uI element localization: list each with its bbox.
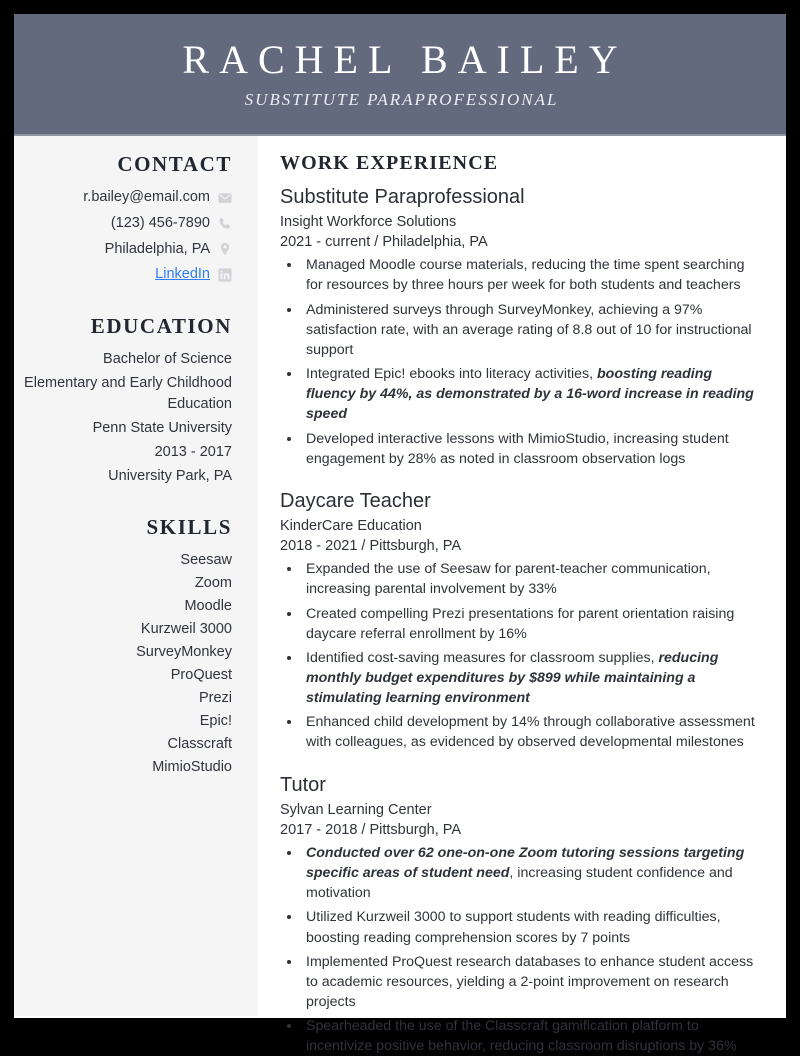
job-bullet bbox=[302, 843, 764, 903]
skill-item: Kurzweil 3000 bbox=[140, 621, 232, 638]
job-entry bbox=[280, 773, 764, 1056]
job-dates: 2018 - 2021 bbox=[280, 538, 358, 555]
contact-item-text: Philadelphia, PA bbox=[104, 240, 210, 257]
job-bullet bbox=[302, 952, 764, 1012]
bullet-text: Enhanced child development by 14% through collaborative assessment with colleagues, as evidenced by observed developmental milestones bbox=[306, 714, 755, 751]
job-bullet bbox=[302, 648, 764, 708]
education-section-heading: EDUCATION bbox=[90, 314, 232, 338]
bullet-text: Expanded the use of Seesaw for parent-teacher communication, increasing parental involvement by 33% bbox=[306, 561, 711, 598]
skill-item: Seesaw bbox=[180, 552, 232, 569]
job-entry bbox=[280, 185, 764, 469]
skill-item: Prezi bbox=[198, 690, 232, 707]
skills-list bbox=[22, 550, 232, 778]
main-column bbox=[258, 136, 786, 1055]
job-entry bbox=[280, 489, 764, 753]
bullet-text: Developed interactive lessons with MimioStudio, increasing student engagement by 28% as noted in classroom observation logs bbox=[306, 430, 729, 467]
sidebar bbox=[14, 136, 258, 1016]
job-bullet-list bbox=[280, 843, 764, 1056]
bullet-text: Integrated Epic! ebooks into literacy activities, bbox=[306, 366, 597, 383]
job-list bbox=[280, 185, 764, 1056]
bullet-text: Utilized Kurzweil 3000 to support students with reading difficulties, boosting reading comprehension scores by 7 points bbox=[306, 909, 721, 946]
job-bullet bbox=[302, 300, 764, 360]
skill-item: Zoom bbox=[194, 575, 232, 592]
job-bullet bbox=[302, 712, 764, 752]
bullet-text: Implemented ProQuest research databases to enhance student access to academic resources, yielding a 2-point improvement on research projects bbox=[306, 953, 754, 1010]
job-bullet bbox=[302, 429, 764, 469]
education-line: Elementary and Early Childhood Education bbox=[24, 375, 232, 413]
job-bullet bbox=[302, 364, 764, 424]
contact-item-text: r.bailey@email.com bbox=[83, 189, 210, 205]
bullet-text: Identified cost-saving measures for classroom supplies, bbox=[306, 649, 659, 666]
bullet-emphasis: boosting reading fluency by 44%, as demonstrated by a 16-word increase in reading speed bbox=[306, 366, 754, 423]
job-location: Pittsburgh, PA bbox=[369, 821, 462, 838]
job-bullet-list bbox=[280, 559, 764, 752]
bullet-text: Administered surveys through SurveyMonkey, achieving a 97% satisfaction rate, with an average rating of 8.8 out of 10 for instructional support bbox=[306, 301, 752, 358]
job-bullet bbox=[302, 559, 764, 599]
location-pin-icon bbox=[218, 242, 232, 256]
date-location-separator: / bbox=[361, 538, 366, 555]
education-line: 2013 - 2017 bbox=[154, 444, 232, 461]
date-location-separator: / bbox=[361, 821, 366, 838]
bullet-emphasis: reducing monthly budget expenditures by $899 while maintaining a stimulating learning environment bbox=[306, 649, 719, 707]
envelope-icon bbox=[218, 191, 232, 205]
skill-item: SurveyMonkey bbox=[136, 644, 232, 661]
job-bullet bbox=[302, 255, 764, 295]
skill-item: Moodle bbox=[184, 598, 232, 615]
job-location: Philadelphia, PA bbox=[382, 234, 488, 251]
skill-item: MimioStudio bbox=[152, 759, 232, 776]
job-location: Pittsburgh, PA bbox=[369, 538, 462, 555]
linkedin-icon[interactable] bbox=[218, 268, 232, 282]
bullet-text-tail: , increasing student confidence and motivation bbox=[306, 865, 733, 902]
bullet-text: Created compelling Prezi presentations for parent orientation raising daycare referral enrollment by 16% bbox=[306, 605, 735, 642]
bullet-text: Spearheaded the use of the Classcraft gamification platform to incentivize positive behavior, reducing classroom disruptions by 36% bbox=[306, 1018, 737, 1055]
bullet-text: Managed Moodle course materials, reducing the time spent searching for resources by three hours per week for both students and teachers bbox=[306, 257, 745, 294]
contact-item bbox=[22, 187, 232, 209]
contact-item[interactable] bbox=[22, 264, 232, 286]
job-bullet-list bbox=[280, 255, 764, 469]
candidate-name: RACHEL BAILEY bbox=[182, 36, 628, 82]
resume-page bbox=[14, 14, 786, 1055]
skill-item: Epic! bbox=[199, 713, 232, 730]
job-company: KinderCare Education bbox=[280, 517, 422, 534]
contact-section-heading: CONTACT bbox=[117, 152, 232, 176]
bullet-emphasis: Conducted over 62 one-on-one Zoom tutoring sessions targeting specific areas of student need bbox=[306, 844, 745, 882]
job-dates-location bbox=[280, 536, 764, 557]
phone-icon bbox=[218, 217, 232, 231]
candidate-job-title: SUBSTITUTE PARAPROFESSIONAL bbox=[244, 89, 559, 109]
job-company: Insight Workforce Solutions bbox=[280, 214, 457, 230]
job-title: Substitute Paraprofessional bbox=[280, 186, 525, 208]
job-dates: 2017 - 2018 bbox=[280, 821, 358, 838]
contact-item bbox=[22, 213, 232, 235]
work-experience-heading: WORK EXPERIENCE bbox=[280, 152, 499, 174]
date-location-separator: / bbox=[374, 234, 379, 251]
contact-item-text: (123) 456-7890 bbox=[110, 214, 210, 231]
contact-item bbox=[22, 239, 232, 261]
job-title: Daycare Teacher bbox=[280, 489, 431, 512]
skill-item: Classcraft bbox=[167, 736, 232, 753]
resume-body bbox=[14, 136, 786, 1055]
linkedin-link[interactable]: LinkedIn bbox=[155, 266, 210, 283]
job-bullet bbox=[302, 604, 764, 644]
contact-list bbox=[22, 187, 232, 286]
skill-item: ProQuest bbox=[170, 667, 232, 684]
education-line: Bachelor of Science bbox=[103, 351, 232, 367]
skills-section-heading: SKILLS bbox=[146, 515, 232, 540]
job-title: Tutor bbox=[280, 773, 326, 796]
resume-header-banner bbox=[14, 14, 786, 136]
job-dates-location bbox=[280, 820, 764, 841]
job-bullet bbox=[302, 1016, 764, 1056]
education-line: Penn State University bbox=[92, 420, 232, 437]
job-dates-location bbox=[280, 232, 764, 253]
job-company: Sylvan Learning Center bbox=[280, 801, 432, 818]
job-bullet bbox=[302, 907, 764, 947]
education-line: University Park, PA bbox=[108, 468, 232, 485]
job-dates: 2021 - current bbox=[280, 234, 371, 251]
education-list bbox=[22, 349, 232, 487]
